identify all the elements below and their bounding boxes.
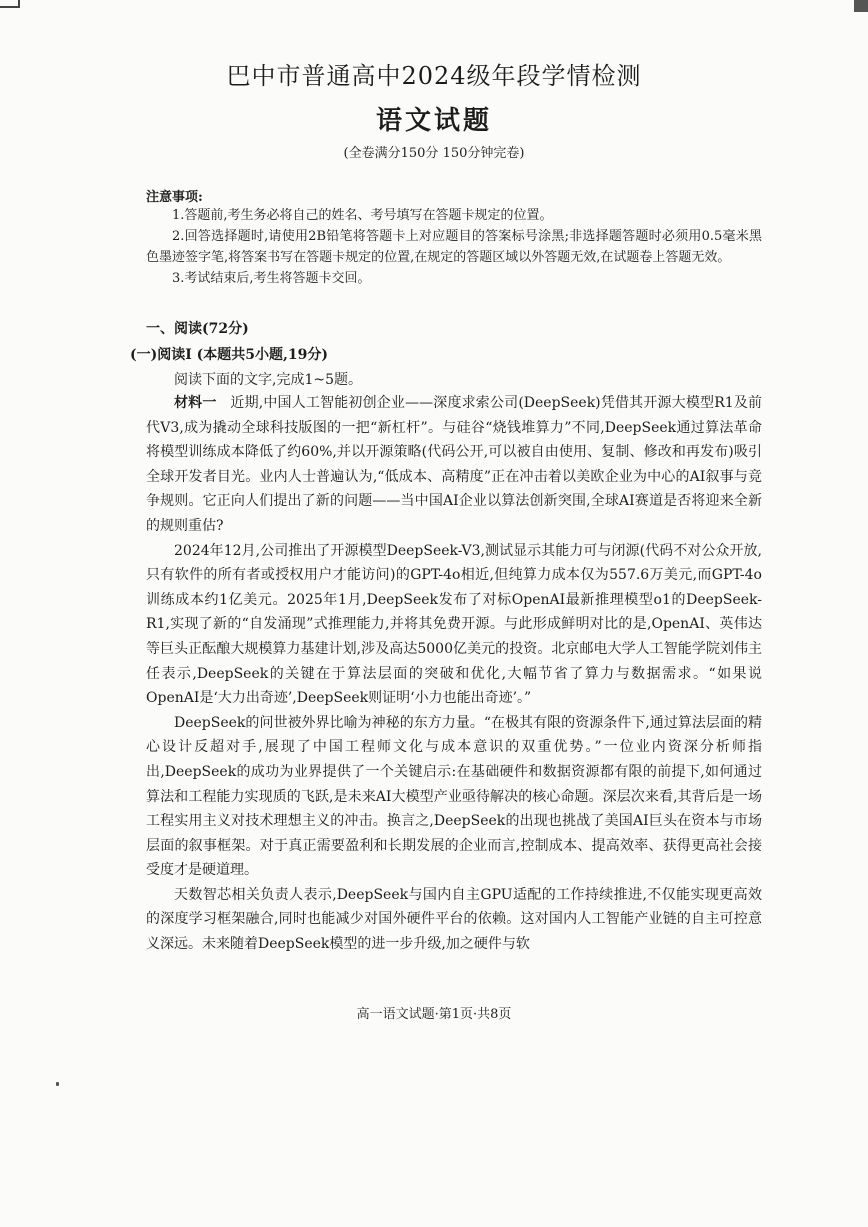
material-paragraph: 材料一 近期,中国人工智能初创企业——深度求索公司(DeepSeek)凭借其开源大模型R1及前代V3,成为撬动全球科技版图的一把“新杠杆”。与硅谷“烧钱堆算力”不同,DeepSeek通过算法革命将模型训练成本降低了约60%,并以开源策略(代码公开,可以被自由使用、复制、修改和再发布)吸引全球开发者目光。业内人士普遍认为,“低成本、高精度”正在冲击着以美欧企业为中心的AI叙事与竞争规则。它正向人们提出了新的问题——当中国AI企业以算法创新突围,全球AI赛道是否将迎来全新的规则重估?: [146, 395, 762, 534]
material-paragraph: DeepSeek的问世被外界比喻为神秘的东方力量。“在极其有限的资源条件下,通过算法层面的精心设计反超对手,展现了中国工程师文化与成本意识的双重优势。”一位业内资深分析师指出,DeepSeek的成功为业界提供了一个关键启示:在基础硬件和数据资源都有限的前提下,如何通过算法和工程能力实现质的飞跃,是未来AI大模型产业亟待解决的核心命题。深层次来看,其背后是一场工程实用主义对技术理想主义的冲击。换言之,DeepSeek的出现也挑战了美国AI巨头在资本与市场层面的叙事框架。对于真正需要盈利和长期发展的企业而言,控制成本、提高效率、获得更高社会接受度才是硬道理。: [146, 714, 762, 879]
reading-material: [146, 391, 762, 957]
scan-corner-mark: [0, 0, 20, 8]
reading-instruction: 阅读下面的文字,完成1~5题。: [174, 372, 362, 388]
exam-score-note: (全卷满分150分 150分钟完卷): [343, 146, 525, 161]
subsection-title: (一)阅读I (本题共5小题,19分): [130, 347, 329, 363]
note-item: 1.答题前,考生务必将自己的姓名、考号填写在答题卡规定的位置。: [172, 208, 553, 223]
section-title: 一、阅读(72分): [146, 321, 249, 337]
notes-heading: 注意事项:: [146, 190, 203, 205]
exam-subject: 语文试题: [375, 106, 492, 136]
notes-list: [146, 205, 762, 289]
exam-title: 巴中市普通高中2024级年段学情检测: [226, 62, 642, 90]
page-footer: 高一语文试题·第1页·共8页: [356, 1007, 512, 1022]
scan-speck: [56, 1082, 59, 1086]
material-paragraph: 天数智芯相关负责人表示,DeepSeek与国内自主GPU适配的工作持续推进,不仅能实现更高效的深度学习框架融合,同时也能减少对国外硬件平台的依赖。这对国内人工智能产业链的自主可控意义深远。未来随着DeepSeek模型的进一步升级,加之硬件与软: [146, 886, 762, 953]
material-label: 材料一: [174, 395, 217, 411]
material-paragraph: 2024年12月,公司推出了开源模型DeepSeek-V3,测试显示其能力可与闭源(代码不对公众开放,只有软件的所有者或授权用户才能访问)的GPT-4o相近,但纯算力成本仅为557.6万美元,而GPT-4o训练成本约1亿美元。2025年1月,DeepSeek发布了对标OpenAI最新推理模型o1的DeepSeek-R1,实现了新的“自发涌现”式推理能力,并将其免费开源。与此形成鲜明对比的是,OpenAI、英伟达等巨头正酝酿大规模算力基建计划,涉及高达5000亿美元的投资。北京邮电大学人工智能学院刘伟主任表示,DeepSeek的关键在于算法层面的突破和优化,大幅节省了算力与数据需求。“如果说OpenAI是‘大力出奇迹’,DeepSeek则证明‘小力也能出奇迹’。”: [146, 542, 762, 707]
note-item: 3.考试结束后,考生将答题卡交回。: [172, 271, 371, 286]
note-item: 2.回答选择题时,请使用2B铅笔将答题卡上对应题目的答案标号涂黑;非选择题答题时必须用0.5毫米黑色墨迹签字笔,将答案书写在答题卡规定的位置,在规定的答题区域以外答题无效,在试题卷上答题无效。: [146, 229, 762, 265]
scan-corner-mark: [854, 0, 868, 12]
